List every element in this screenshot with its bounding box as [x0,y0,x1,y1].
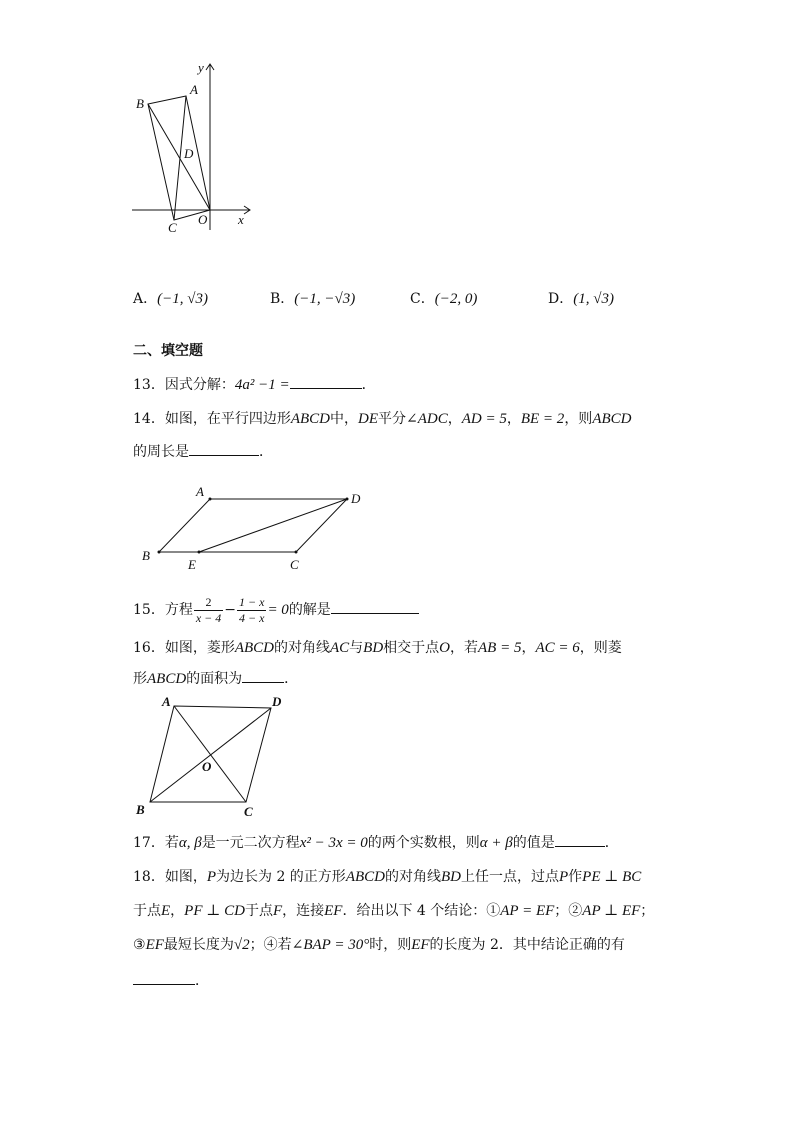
answer-blank-16[interactable] [242,668,284,683]
question-14-line-1: 14．如图，在平行四边形ABCD中，DE平分∠ADC，AD = 5，BE = 2，则ABCD [133,411,632,427]
diagonal-bo [148,104,210,210]
parallelogram-abco [148,96,210,220]
label-c: C [290,557,299,572]
label-b: B [136,802,145,817]
figure-coordinate [128,58,258,238]
question-18-line-3: ③EF最短长度为√2；④若∠BAP = 30°时，则EF的长度为 2．其中结论正确的有 [133,937,625,953]
question-14-line-2: 的周长是 ． [133,441,273,462]
answer-blank-13[interactable] [290,374,362,389]
label-d: D [272,694,282,709]
label-a: A [162,694,171,709]
segment-de [199,499,347,552]
question-18-line-2: 于点E，PF ⊥ CD于点F，连接EF．给出以下 4 个结论：①AP = EF；②AP ⊥ EF； [133,903,655,919]
question-16-line-1: 16．如图，菱形ABCD的对角线AC与BD相交于点O，若AB = 5，AC = 6，则菱 [133,640,622,656]
option-d[interactable]: D．(1, √3) [548,291,614,307]
label-d: D [351,491,361,506]
figure-rhombus [134,694,294,820]
option-c[interactable]: C．(−2, 0) [410,291,478,307]
parallelogram-abcd [159,499,347,552]
question-17: 17．若α, β是一元二次方程x² − 3x = 0的两个实数根，则α + β的值是 ． [133,832,619,853]
fraction-1: $\frac{2}{x - 4}$ [195,594,222,625]
label-c: C [244,804,253,819]
label-d: D [184,146,194,161]
label-a: A [190,82,198,97]
answer-blank-18[interactable] [133,970,195,985]
label-b: B [142,548,150,563]
question-16-line-2: 形ABCD的面积为 ． [133,668,298,689]
label-o: O [202,759,212,774]
label-c: C [168,220,177,235]
question-18-line-4: ． [133,970,209,991]
label-x: x [238,212,244,227]
diagonal-ac [174,706,246,802]
label-o: O [198,212,208,227]
label-e: E [188,557,196,572]
question-15: 15．方程 $\frac{2}{x - 4}$ − $\frac{1 - x}{4 - x}$ = 0的解是 [133,592,419,628]
question-13: 13．因式分解：4a² −1 = ． [133,374,376,395]
fraction-2: $\frac{1 - x}{4 - x}$ [239,594,265,625]
answer-blank-15[interactable] [331,599,419,614]
diagonal-bd [150,708,271,802]
label-a: A [196,484,204,499]
label-b: B [136,96,144,111]
answer-blank-17[interactable] [555,832,605,847]
label-y: y [198,60,204,75]
answer-blank-14[interactable] [189,441,259,456]
figure-parallelogram [136,482,376,574]
option-a[interactable]: A．(−1, √3) [133,291,208,307]
question-18-line-1: 18．如图，P为边长为 2 的正方形ABCD的对角线BD上任一点，过点P作PE ⊥ BC [133,869,642,885]
option-b[interactable]: B．(−1, −√3) [270,291,356,307]
section-title: 二、填空题 [133,343,203,359]
